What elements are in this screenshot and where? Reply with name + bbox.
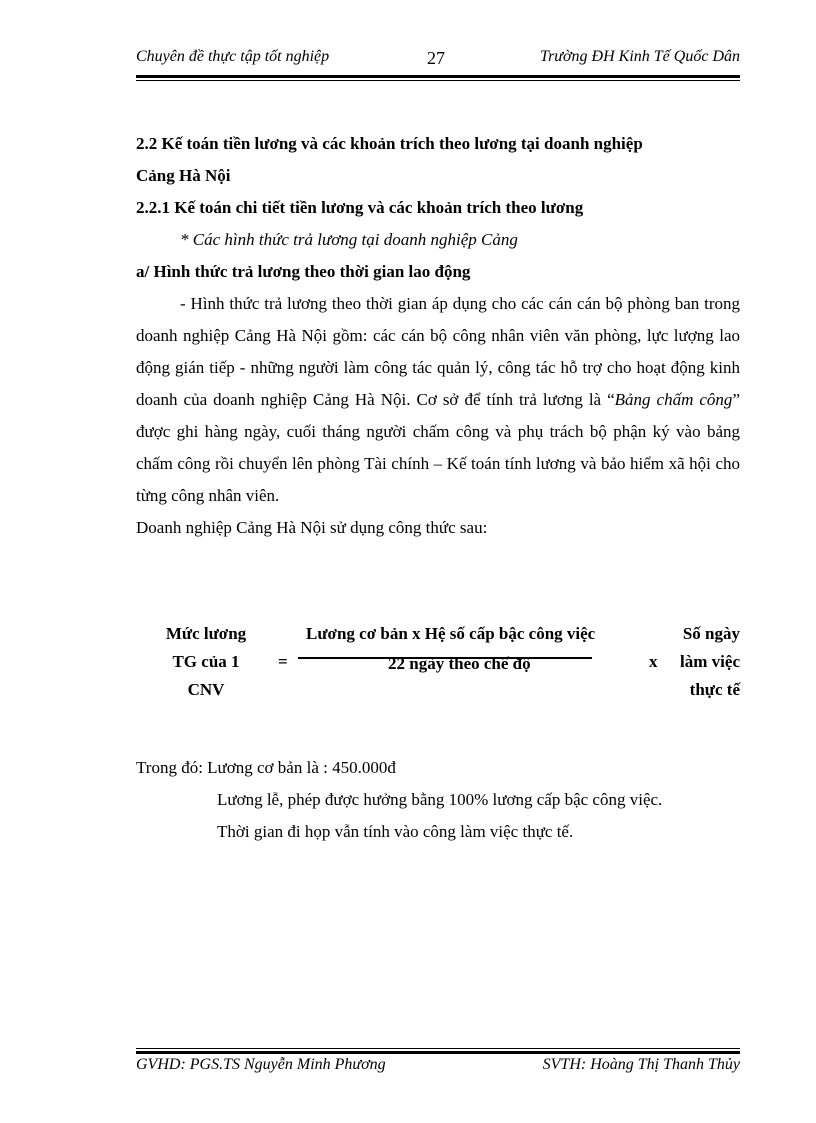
- formula-denominator: 22 ngày theo chế độ: [388, 654, 531, 673]
- page-header: [136, 48, 740, 70]
- section-heading-2-2: [136, 128, 740, 192]
- formula-lhs: [136, 620, 276, 704]
- footer-advisor: GVHD: PGS.TS Nguyễn Minh Phương: [136, 1056, 386, 1073]
- paragraph-text-start: - Hình thức trả lương theo thời gian áp dụng cho các cán cán bộ phòng ban trong doanh nghiệp Cảng Hà Nội gồm: các cán bộ công nhân viên văn phòng, lực lượng lao động gián tiếp - những người làm công tác quản lý, công tác hỗ trợ cho hoạt động kinh doanh của doanh nghiệp Cảng Hà Nội. Cơ sở để tính trả lương là “: [136, 294, 740, 409]
- bullet-note: * Các hình thức trả lương tại doanh nghiệp Cảng: [180, 230, 518, 249]
- formula-intro: Doanh nghiệp Cảng Hà Nội sử dụng công thức sau:: [136, 518, 488, 537]
- paragraph-text-end: ” được ghi hàng ngày, cuối tháng người chấm công và phụ trách bộ phận ký vào bảng chấm công rồi chuyển lên phòng Tài chính – Kế toán tính lương và bảo hiểm xã hội cho từng công nhân viên.: [136, 390, 740, 505]
- formula-rhs-line2: làm việc: [680, 652, 740, 671]
- note-holiday-pay: Lương lễ, phép được hưởng bằng 100% lương cấp bậc công việc.: [217, 790, 663, 809]
- formula-equals: =: [278, 652, 288, 671]
- header-rule-thick: [136, 75, 740, 78]
- section-heading-2-2-1: 2.2.1 Kế toán chi tiết tiền lương và các khoản trích theo lương: [136, 198, 584, 217]
- footer-student: SVTH: Hoàng Thị Thanh Thủy: [542, 1056, 740, 1073]
- section-heading-2-2-line2: Cảng Hà Nội: [136, 166, 231, 185]
- page-footer: [136, 1056, 740, 1078]
- page-number: 27: [427, 48, 445, 68]
- note-base-salary: Trong đó: Lương cơ bản là : 450.000đ: [136, 758, 396, 777]
- formula-rhs-line3: thực tế: [689, 680, 740, 699]
- footer-rule-thin: [136, 1048, 740, 1049]
- formula-rhs: [680, 620, 740, 704]
- main-content: [136, 128, 740, 544]
- formula-numerator: Lương cơ bản x Hệ số cấp bậc công việc: [306, 624, 596, 643]
- body-paragraph: [136, 288, 740, 512]
- formula-lhs-line1: Mức lương: [165, 624, 247, 643]
- formula-notes: [136, 752, 740, 848]
- formula-rhs-line1: Số ngày: [682, 624, 740, 643]
- paragraph-italic-term: Bảng chấm công: [614, 390, 733, 409]
- header-document-title: Chuyên đề thực tập tốt nghiệp: [136, 48, 330, 65]
- formula-lhs-line2: TG của 1: [172, 652, 240, 671]
- formula-lhs-line3: CNV: [187, 680, 225, 699]
- note-meeting-time: Thời gian đi họp vẫn tính vào công làm việc thực tế.: [217, 822, 574, 841]
- header-rule-thin: [136, 80, 740, 81]
- header-university: Trường ĐH Kinh Tế Quốc Dân: [540, 48, 740, 65]
- salary-formula: [136, 620, 740, 716]
- section-heading-2-2-line1: 2.2 Kế toán tiền lương và các khoản trích theo lương tại doanh nghiệp: [136, 134, 643, 153]
- footer-rule-thick: [136, 1051, 740, 1054]
- formula-times: x: [649, 652, 658, 671]
- subheading-a: a/ Hình thức trả lương theo thời gian lao động: [136, 262, 471, 281]
